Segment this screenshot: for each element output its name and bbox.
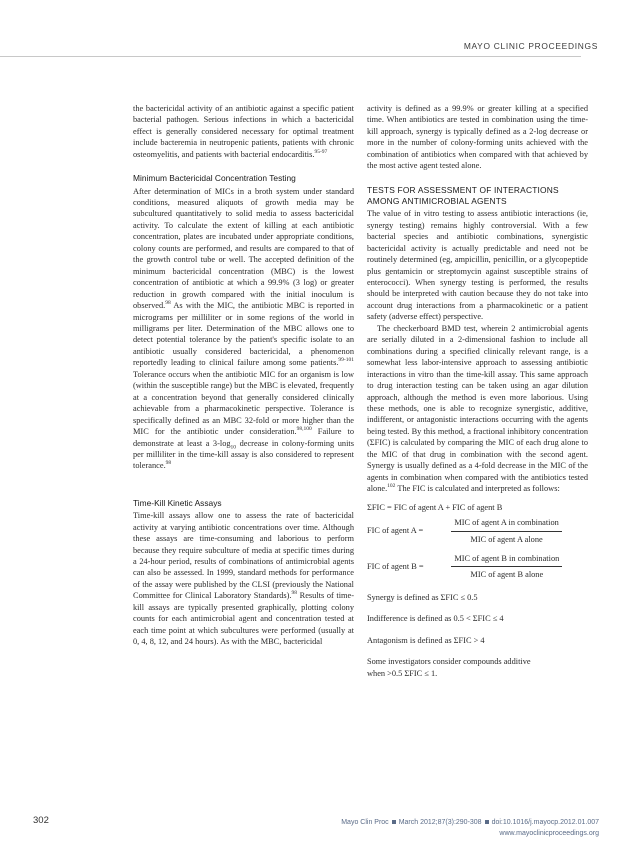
mbc-paragraph: After determination of MICs in a broth system under standard conditions, measured aliquots of growth media may be subcultured quantitatively to solid media to assess bactericidal activity. To calculate the extent of killing at each antibiotic concentration, plates are incubated under appropriate conditions, colony counts are performed, and results are compared to that of the growth control tube or well. The accepted definition of the minimum bactericidal concentration (MBC) is the lowest concentration of antibiotic at which a 99.9% (3 log) or greater reduction in growth compared with the initial inoculum is observed.$^{98}$ As with the MIC, the antibiotic MBC is reported in micrograms per milliliter or in some regions of the world in milligrams per liter. Determination of the MBC allows one to detect potential tolerance by the patient's specific isolate to an antibiotic usually considered bactericidal, a phenomenon reportedly leading to clinical failure among some patients.$^{99-101}$ Tolerance occurs when the antibiotic MIC for an organism is low (within the susceptible range) but the MBC is elevated, frequently at a concentration beyond that generally considered clinically achievable from a pharmacokinetic perspective. Tolerance is specifically defined as an MBC 32-fold or more higher than the MIC for the antibiotic under consideration.$^{98,100}$ Failure to demonstrate at least a $3-\log_{10}$ decrease in colony-forming units per milliliter in the time-kill assay is also considered to represent tolerance.$^{98}$: [133, 186, 355, 471]
fic-agent-a-equation: FIC of agent A = $\frac{\text{MIC of agent A in combination}}{\text{MIC of agent A alone}}$: [367, 517, 588, 545]
additive-definition: Some investigators consider compounds additive when >0.5 ΣFIC ≤ 1.: [367, 657, 531, 678]
synergy-definition: Synergy is defined as ΣFIC ≤ 0.5: [367, 592, 478, 602]
fraction-denominator: MIC of agent A alone: [470, 534, 543, 544]
interactions-section-heading: TESTS FOR ASSESSMENT OF INTERACTIONS AMONG ANTIMICROBIAL AGENTS: [367, 184, 559, 207]
reference-superscript: 98: [165, 300, 171, 307]
reference-superscript: 98: [165, 460, 172, 467]
indifference-definition: Indifference is defined as 0.5 < ΣFIC ≤ 4: [367, 614, 504, 624]
antagonism-definition: Antagonism is defined as ΣFIC > 4: [367, 635, 485, 645]
synergy-testing-paragraph: The value of in vitro testing to assess antibiotic interactions (ie, synergy testing) remains highly controversial. With a few bacterial species and antibiotic combinations, synergistic bactericidal activity is actually predictable and need not be routinely determined (eg, ampicillin, penicillin, or a glycopeptide plus gentamicin or streptomycin against susceptible strains of enterococci). When synergy testing is performed, the results should be interpreted with caution because they do not take into account drug interactions from a pharmacokinetic or a patient safety (adverse effect) perspective.: [367, 209, 588, 322]
journal-website-link[interactable]: www.mayoclinicproceedings.org: [499, 830, 599, 837]
reference-superscript: 95-97: [314, 149, 328, 156]
checkerboard-paragraph: The checkerboard BMD test, wherein 2 antimicrobial agents are serially diluted in a 2-dimensional fashion to include all combinations during a specified clinically relevant range, is a somewhat less labor-intensive approach to assessing antibiotic interactions in vitro than the time-kill assay. This same approach to drug interaction testing can be taken using an agar dilution approach, although the method is even more laborious. Using these methods, one is able to recognize synergistic, additive, indifferent, or antagonistic interactions occurring with the agents being tested. By this method, a fractional inhibitory concentration (ΣFIC) is calculated by comparing the MIC of each drug alone to the MIC of that drug in combination with the second agent. Synergy is usually defined as a 4-fold decrease in the MIC of the agents in combination when compared with the antibiotics tested alone.$^{102}$ The FIC is calculated and interpreted as follows:: [367, 323, 588, 494]
citation-issue: March 2012;87(3):290-308: [398, 819, 482, 826]
right-intro-paragraph: activity is defined as a 99.9% or greater killing at a specified time. When antibiotics are tested in combination using the time-kill approach, synergy is typically defined as a 2-log decrease or more in the number of colony-forming units achieved with the combination of antibiotics when compared with that achieved by the most active agent tested alone.: [367, 104, 588, 171]
page-number: 302: [33, 815, 49, 826]
journal-running-header: MAYO CLINIC PROCEEDINGS: [463, 41, 598, 51]
citation-doi-link[interactable]: doi:10.1016/j.mayocp.2012.01.007: [491, 819, 599, 826]
time-kill-paragraph: Time-kill assays allow one to assess the rate of bactericidal activity at varying antibiotic concentrations over time. Although these assays are time-consuming and laborious to perform because they require subculture of media at specific times during a 24-hour period, results of combinations of antimicrobial agents can also be assessed. In 1999, standard methods for performance of the assay were published by the CLSI (previously the National Committee for Clinical Laboratory Standards).$^{98}$ Results of time-kill assays are typically presented graphically, plotting colony counts for each antimicrobial agent and concentration tested at each time point at which subcultures were performed (usually at 0, 4, 8, 12, and 24 hours). As with the MBC, bactericidal: [133, 511, 355, 647]
sum-fic-equation: ΣFIC = FIC of agent A + FIC of agent B: [367, 502, 503, 512]
reference-superscript: 98: [291, 590, 298, 597]
bullet-square-icon: [485, 820, 489, 824]
left-column: [133, 103, 354, 648]
reference-superscript: 99-101: [338, 357, 354, 364]
left-intro-paragraph: the bactericidal activity of an antibiotic against a specific patient bacterial pathogen. Serious infections in which a bactericidal effect is generally considered necessary for optimal treatment include bacteremia in neutropenic patients, patients with chronic osteomyelitis, and patients with bacterial endocarditis.$^{95-97}$: [133, 104, 354, 159]
mbc-section-heading: Minimum Bactericidal Concentration Testing: [133, 173, 296, 184]
log-subscript: 10: [230, 444, 237, 451]
citation-journal: Mayo Clin Proc: [341, 819, 389, 826]
right-column: [367, 103, 588, 679]
citation-footer: [341, 817, 599, 839]
fic-agent-b-equation: FIC of agent B = $\frac{\text{MIC of agent B in combination}}{\text{MIC of agent B alone}}$: [367, 553, 588, 581]
fraction-numerator: MIC of agent B in combination: [451, 553, 562, 567]
bullet-square-icon: [392, 820, 396, 824]
time-kill-section-heading: Time-Kill Kinetic Assays: [133, 497, 222, 508]
reference-superscript: 102: [387, 483, 396, 490]
fraction-denominator: MIC of agent B alone: [470, 570, 544, 580]
header-rule: [0, 56, 581, 57]
fraction-numerator: MIC of agent A in combination: [451, 517, 562, 531]
reference-superscript: 98,100: [296, 426, 312, 433]
